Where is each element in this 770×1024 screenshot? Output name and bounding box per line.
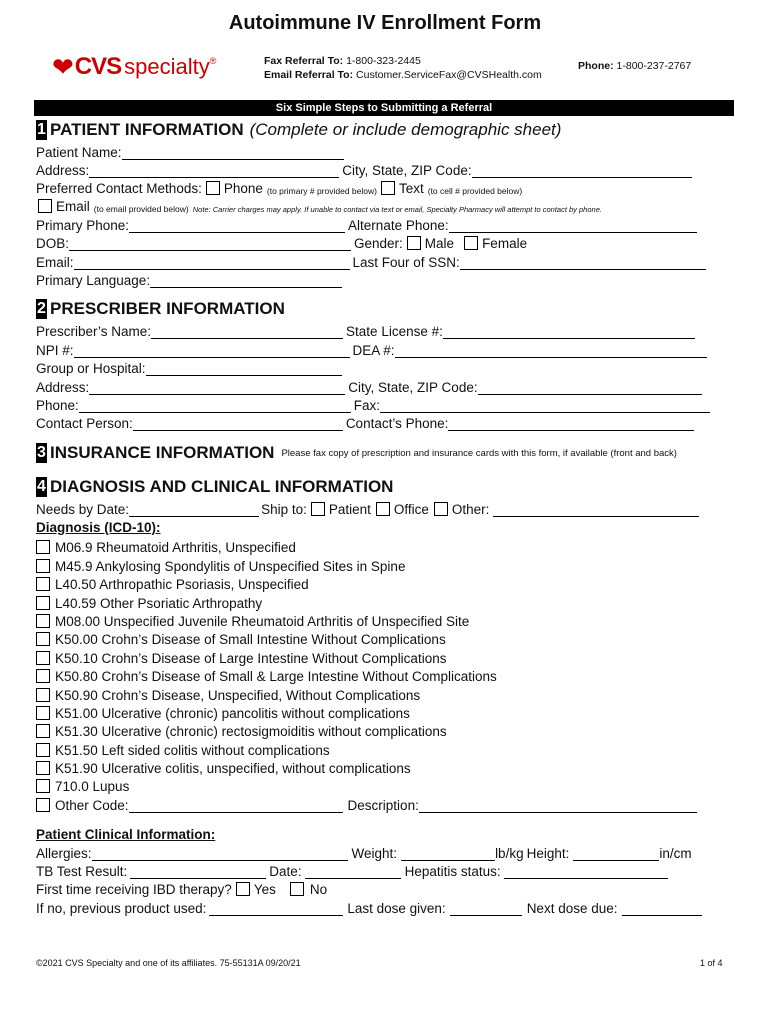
diagnosis-checkbox[interactable] (36, 706, 50, 720)
diagnosis-label: L40.50 Arthropathic Psoriasis, Unspecified (55, 577, 309, 593)
diagnosis-item (36, 684, 497, 702)
insurance-note: Please fax copy of prescription and insurance cards with this form, if available (front and back) (281, 447, 677, 459)
diagnosis-item (36, 666, 497, 684)
diagnosis-item (36, 611, 497, 629)
section-patient-information (36, 119, 561, 141)
last-dose-field[interactable] (450, 901, 522, 916)
phone-option-note: (to primary # provided below) (266, 186, 377, 196)
diagnosis-heading: Diagnosis (ICD-10): (36, 520, 161, 535)
diagnosis-list (36, 537, 497, 794)
yes-label: Yes (253, 882, 276, 897)
prescriber-address-label: Address: (36, 380, 90, 395)
first-time-row (36, 879, 327, 897)
diagnosis-item (36, 703, 497, 721)
section-title: PRESCRIBER INFORMATION (50, 299, 285, 318)
ship-to-label: Ship to: (261, 502, 307, 517)
section-number: 4 (37, 478, 46, 495)
diagnosis-label: M45.9 Ankylosing Spondylitis of Unspecified Sites in Spine (55, 558, 406, 574)
weight-label: Weight: (351, 846, 398, 861)
logo-cvs: CVS (74, 53, 122, 80)
diagnosis-item (36, 721, 497, 739)
diagnosis-checkbox[interactable] (36, 688, 50, 702)
dob-field[interactable] (69, 236, 351, 251)
patient-name-label: Patient Name: (36, 145, 122, 160)
needs-by-label: Needs by Date: (36, 502, 130, 517)
ship-other-label: Other: (451, 502, 490, 517)
group-label: Group or Hospital: (36, 361, 146, 376)
diagnosis-checkbox[interactable] (36, 779, 50, 793)
prescriber-label: Prescriber’s Name: (36, 324, 152, 339)
height-label: Height: (526, 846, 570, 861)
diagnosis-label: M06.9 Rheumatoid Arthritis, Unspecified (55, 540, 296, 556)
prescriber-row (36, 321, 695, 339)
referral-contact (264, 54, 542, 82)
group-field[interactable] (146, 361, 342, 376)
diagnosis-item (36, 739, 497, 757)
no-label: No (309, 882, 328, 897)
primary-phone-field[interactable] (129, 218, 345, 233)
phone-contact (578, 60, 691, 72)
diagnosis-label: L40.59 Other Psoriatic Arthropathy (55, 595, 263, 611)
contact-methods-row (36, 178, 522, 196)
description-field[interactable] (419, 798, 697, 813)
phone-value: 1-800-237-2767 (616, 60, 692, 72)
next-dose-field[interactable] (622, 901, 702, 916)
other-code-row (36, 795, 697, 813)
ssn-field[interactable] (460, 255, 706, 270)
license-field[interactable] (443, 324, 695, 339)
diagnosis-item (36, 629, 497, 647)
ssn-label: Last Four of SSN: (352, 255, 460, 270)
diagnosis-item (36, 574, 497, 592)
diagnosis-label: K51.30 Ulcerative (chronic) rectosigmoiditis without complications (55, 724, 447, 740)
prescriber-address-row (36, 377, 702, 395)
city-field[interactable] (472, 163, 692, 178)
other-code-field[interactable] (129, 798, 343, 813)
ship-office-label: Office (393, 502, 429, 517)
language-label: Primary Language: (36, 273, 151, 288)
patient-name-field[interactable] (122, 145, 344, 160)
prescriber-city-label: City, State, ZIP Code: (348, 380, 478, 395)
weight-field[interactable] (401, 846, 495, 861)
dea-field[interactable] (395, 343, 707, 358)
section-diagnosis-information (36, 476, 393, 498)
diagnosis-label: K50.90 Crohn’s Disease, Unspecified, Without Complications (55, 687, 421, 703)
phones-row (36, 215, 697, 233)
prescriber-phone-fax-row (36, 395, 710, 413)
heart-icon: ❤ (52, 52, 74, 82)
section-number: 2 (37, 300, 46, 317)
diagnosis-label: K50.00 Crohn’s Disease of Small Intestine Without Complications (55, 632, 446, 648)
clinical-heading: Patient Clinical Information: (36, 827, 216, 842)
diagnosis-item (36, 776, 497, 794)
description-label: Description: (347, 798, 419, 813)
needs-by-field[interactable] (129, 502, 259, 517)
male-label: Male (424, 236, 455, 251)
alternate-phone-label: Alternate Phone: (348, 218, 449, 233)
other-code-checkbox[interactable] (36, 798, 50, 812)
hepatitis-label: Hepatitis status: (404, 864, 501, 879)
ship-other-field[interactable] (493, 502, 699, 517)
text-checkbox[interactable] (381, 181, 395, 195)
email-field-label: Email: (36, 255, 74, 270)
copyright: ©2021 CVS Specialty and one of its affiliates. 75-55131A 09/20/21 (36, 958, 301, 968)
diagnosis-label: K51.90 Ulcerative colitis, unspecified, without complications (55, 761, 411, 777)
email-checkbox[interactable] (38, 199, 52, 213)
prescriber-field[interactable] (151, 324, 343, 339)
diagnosis-checkbox[interactable] (36, 651, 50, 665)
fax-label: Fax Referral To: (264, 55, 344, 67)
diagnosis-label: K50.80 Crohn’s Disease of Small & Large Intestine Without Complications (55, 669, 497, 685)
language-field[interactable] (150, 273, 342, 288)
npi-dea-row (36, 340, 707, 358)
prescriber-address-field[interactable] (89, 380, 345, 395)
section-title: INSURANCE INFORMATION (50, 443, 275, 462)
allergies-field[interactable] (92, 846, 348, 861)
hepatitis-field[interactable] (504, 864, 668, 879)
ship-office-checkbox[interactable] (376, 502, 390, 516)
no-checkbox[interactable] (290, 882, 304, 896)
city-label: City, State, ZIP Code: (342, 163, 472, 178)
text-option-label: Text (398, 181, 424, 196)
diagnosis-label: K50.10 Crohn’s Disease of Large Intestine Without Complications (55, 650, 447, 666)
dea-label: DEA #: (352, 343, 395, 358)
section-subtitle: (Complete or include demographic sheet) (249, 120, 562, 139)
email-option-label: Email (56, 199, 90, 214)
prescriber-phone-label: Phone: (36, 398, 79, 413)
dob-label: DOB: (36, 236, 70, 251)
language-row (36, 270, 342, 288)
contact-phone-field[interactable] (448, 416, 694, 431)
diagnosis-checkbox[interactable] (36, 596, 50, 610)
date-field[interactable] (305, 864, 401, 879)
section-prescriber-information (36, 298, 285, 320)
section-number: 3 (37, 444, 46, 461)
tb-field[interactable] (130, 864, 266, 879)
prescriber-fax-label: Fax: (353, 398, 381, 413)
tb-label: TB Test Result: (36, 864, 128, 879)
diagnosis-label: M08.00 Unspecified Juvenile Rheumatoid Arthritis of Unspecified Site (55, 613, 470, 629)
email-ssn-row (36, 252, 706, 270)
prescriber-phone-field[interactable] (79, 398, 351, 413)
contact-person-row (36, 413, 694, 431)
diagnosis-item (36, 555, 497, 573)
first-time-label: First time receiving IBD therapy? (36, 882, 232, 897)
ship-patient-checkbox[interactable] (311, 502, 325, 516)
yes-checkbox[interactable] (236, 882, 250, 896)
logo-registered-mark: ® (209, 56, 217, 66)
diagnosis-item (36, 592, 497, 610)
cvs-specialty-logo (52, 50, 216, 84)
male-checkbox[interactable] (407, 236, 421, 250)
ship-patient-label: Patient (328, 502, 371, 517)
contact-phone-label: Contact’s Phone: (345, 416, 449, 431)
previous-product-row (36, 898, 702, 916)
diagnosis-item (36, 647, 497, 665)
female-label: Female (482, 236, 528, 251)
logo-specialty: specialty (124, 54, 210, 79)
steps-banner: Six Simple Steps to Submitting a Referral (34, 100, 734, 116)
diagnosis-checkbox[interactable] (36, 559, 50, 573)
patient-name-row (36, 142, 344, 160)
email-contact-row (36, 196, 602, 214)
allergies-row (36, 843, 692, 861)
contact-person-label: Contact Person: (36, 416, 133, 431)
text-option-note: (to cell # provided below) (427, 186, 523, 196)
alternate-phone-field[interactable] (449, 218, 697, 233)
diagnosis-item (36, 537, 497, 555)
form-title: Autoimmune IV Enrollment Form (228, 12, 542, 34)
email-label: Email Referral To: (264, 69, 354, 81)
primary-phone-label: Primary Phone: (36, 218, 130, 233)
prescriber-fax-field[interactable] (380, 398, 710, 413)
lbkg-label: lb/kg (495, 846, 524, 861)
prescriber-city-field[interactable] (478, 380, 702, 395)
ship-other-checkbox[interactable] (434, 502, 448, 516)
email-field[interactable] (74, 255, 350, 270)
email-value: Customer.ServiceFax@CVSHealth.com (356, 69, 542, 81)
prev-product-label: If no, previous product used: (36, 901, 207, 916)
diagnosis-checkbox[interactable] (36, 669, 50, 683)
allergies-label: Allergies: (36, 846, 92, 861)
needs-ship-row (36, 499, 699, 517)
npi-field[interactable] (74, 343, 350, 358)
section-number: 1 (37, 121, 46, 138)
tb-row (36, 861, 668, 879)
diagnosis-checkbox[interactable] (36, 761, 50, 775)
section-title: PATIENT INFORMATION (50, 120, 244, 139)
diagnosis-checkbox[interactable] (36, 632, 50, 646)
diagnosis-checkbox[interactable] (36, 724, 50, 738)
diagnosis-checkbox[interactable] (36, 577, 50, 591)
contact-person-field[interactable] (133, 416, 343, 431)
phone-option-label: Phone (223, 181, 263, 196)
female-checkbox[interactable] (464, 236, 478, 250)
dob-gender-row (36, 233, 527, 251)
contact-methods-label: Preferred Contact Methods: (36, 181, 202, 196)
section-insurance-information (36, 442, 677, 464)
other-code-label: Other Code: (55, 798, 129, 813)
last-dose-label: Last dose given: (347, 901, 446, 916)
date-label: Date: (269, 864, 302, 879)
incm-label: in/cm (659, 846, 692, 861)
license-label: State License #: (346, 324, 443, 339)
next-dose-label: Next dose due: (526, 901, 618, 916)
fax-value: 1-800-323-2445 (346, 55, 421, 67)
diagnosis-checkbox[interactable] (36, 743, 50, 757)
phone-checkbox[interactable] (206, 181, 220, 195)
diagnosis-label: K51.50 Left sided colitis without complications (55, 742, 330, 758)
diagnosis-item (36, 758, 497, 776)
carrier-note: Note: Carrier charges may apply. If unable to contact via text or email, Specialty Pharmacy will attempt to contact by phone. (192, 205, 602, 214)
diagnosis-checkbox[interactable] (36, 540, 50, 554)
group-row (36, 358, 342, 376)
address-label: Address: (36, 163, 90, 178)
diagnosis-label: 710.0 Lupus (55, 779, 130, 795)
address-row (36, 160, 692, 178)
diagnosis-checkbox[interactable] (36, 614, 50, 628)
page-number: 1 of 4 (700, 958, 723, 968)
phone-label: Phone: (578, 60, 614, 72)
diagnosis-label: K51.00 Ulcerative (chronic) pancolitis without complications (55, 705, 410, 721)
address-field[interactable] (89, 163, 339, 178)
gender-label: Gender: (354, 236, 403, 251)
height-field[interactable] (573, 846, 659, 861)
email-option-note: (to email provided below) (93, 204, 189, 214)
section-title: DIAGNOSIS AND CLINICAL INFORMATION (50, 477, 394, 496)
prev-product-field[interactable] (209, 901, 343, 916)
npi-label: NPI #: (36, 343, 74, 358)
